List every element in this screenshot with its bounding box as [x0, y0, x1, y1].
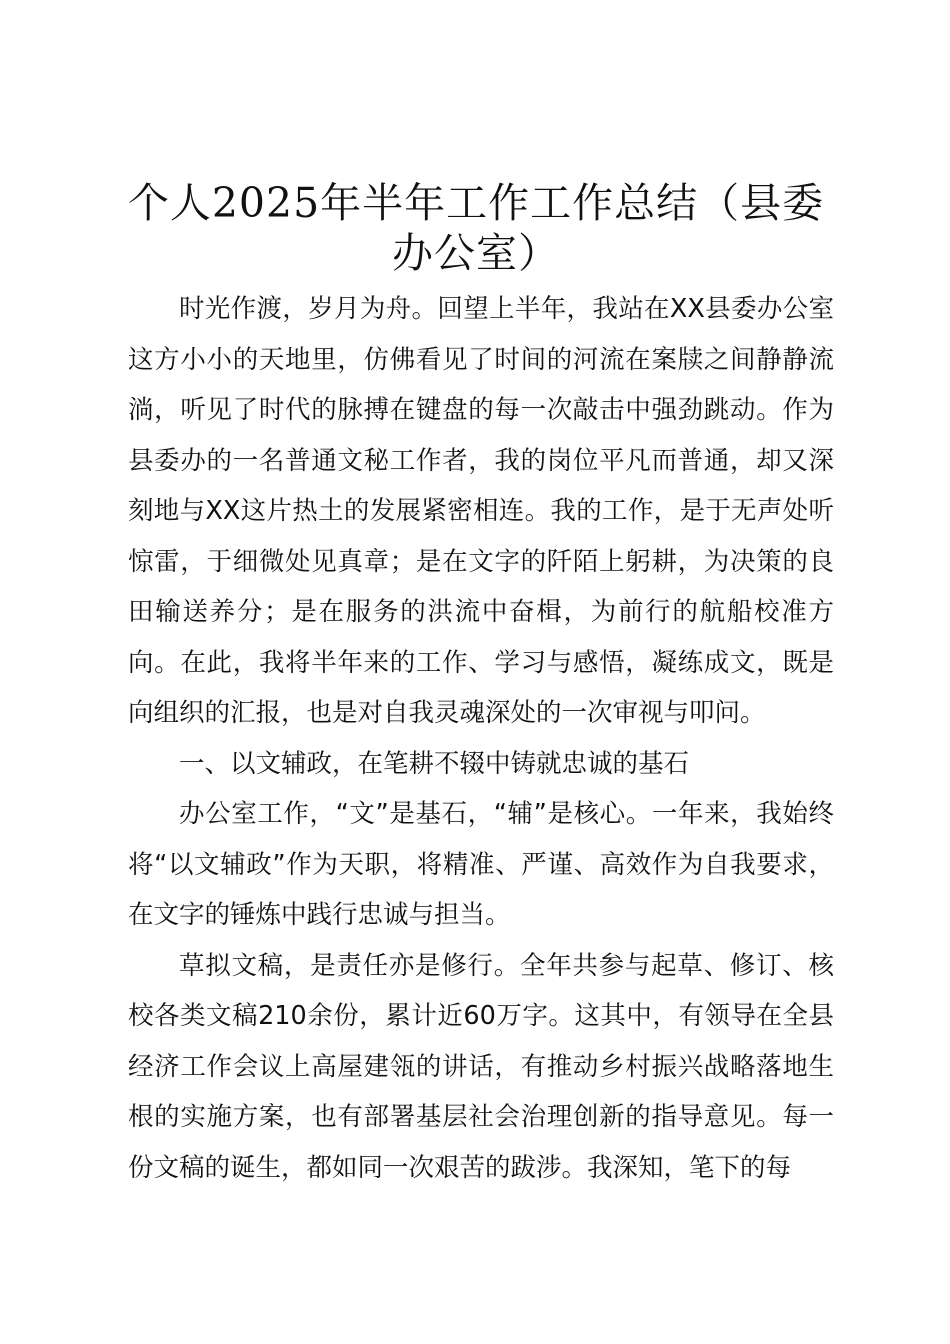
- document-body: [128, 284, 834, 1193]
- body-paragraph: 时光作渡，岁月为舟。回望上半年，我站在XX县委办公室这方小小的天地里，仿佛看见了时间的河流在案牍之间静静流淌，听见了时代的脉搏在键盘的每一次敲击中强劲跳动。作为县委办的一名普通文秘工作者，我的岗位平凡而普通，却又深刻地与XX这片热土的发展紧密相连。我的工作，是于无声处听惊雷，于细微处见真章；是在文字的阡陌上躬耕，为决策的良田输送养分；是在服务的洪流中奋楫，为前行的航船校准方向。在此，我将半年来的工作、学习与感悟，凝练成文，既是向组织的汇报，也是对自我灵魂深处的一次审视与叩问。: [128, 294, 834, 728]
- body-paragraph: 办公室工作，“文”是基石，“辅”是核心。一年来，我始终将“以文辅政”作为天职，将精准、严谨、高效作为自我要求，在文字的锤炼中践行忠诚与担当。: [128, 799, 834, 930]
- document-title: 个人2025年半年工作工作总结（县委办公室）: [127, 179, 825, 277]
- body-paragraph: 草拟文稿，是责任亦是修行。全年共参与起草、修订、核校各类文稿210余份，累计近60万字。这其中，有领导在全县经济工作会议上高屋建瓴的讲话，有推动乡村振兴战略落地生根的实施方案，也有部署基层社会治理创新的指导意见。每一份文稿的诞生，都如同一次艰苦的跋涉。我深知，笔下的每: [128, 950, 834, 1183]
- section-heading: 一、以文辅政，在笔耕不辍中铸就忠诚的基石: [179, 748, 690, 779]
